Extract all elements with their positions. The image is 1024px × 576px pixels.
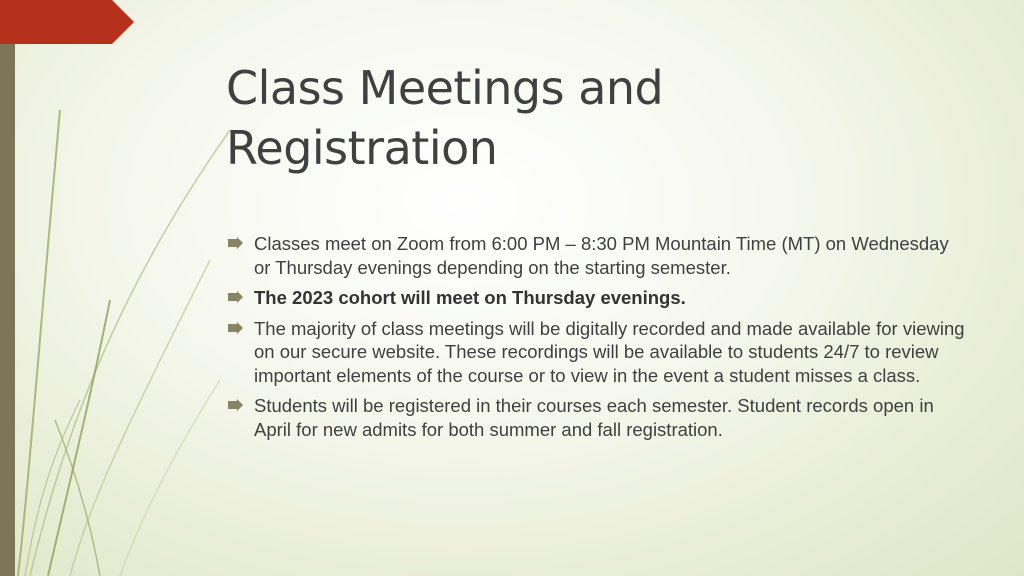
bullet-item-cohort [228,286,968,310]
slide-title: Class Meetings and Registration [226,61,664,175]
bullet-item-registration [228,394,968,441]
bullet-list [228,232,968,448]
arrow-bullet-icon [228,237,243,249]
bullet-text: The majority of class meetings will be digitally recorded and made available for viewing on our secure website. These recordings will be available to students 24/7 to review important elements of the course or to view in the event a student misses a class. [254,317,965,386]
accent-tab [0,0,134,44]
bullet-text: Classes meet on Zoom from 6:00 PM – 8:30 PM Mountain Time (MT) on Wednesday or Thursday evenings depending on the starting semester. [254,233,949,278]
bullet-item-recordings [228,317,968,388]
arrow-bullet-icon [228,291,243,303]
bullet-text: The 2023 cohort will meet on Thursday evenings. [254,287,686,308]
arrow-bullet-icon [228,399,243,411]
bullet-item-schedule [228,232,968,279]
left-sidebar-bar [0,0,15,576]
bullet-text: Students will be registered in their courses each semester. Student records open in April for new admits for both summer and fall registration. [254,395,934,440]
arrow-bullet-icon [228,322,243,334]
